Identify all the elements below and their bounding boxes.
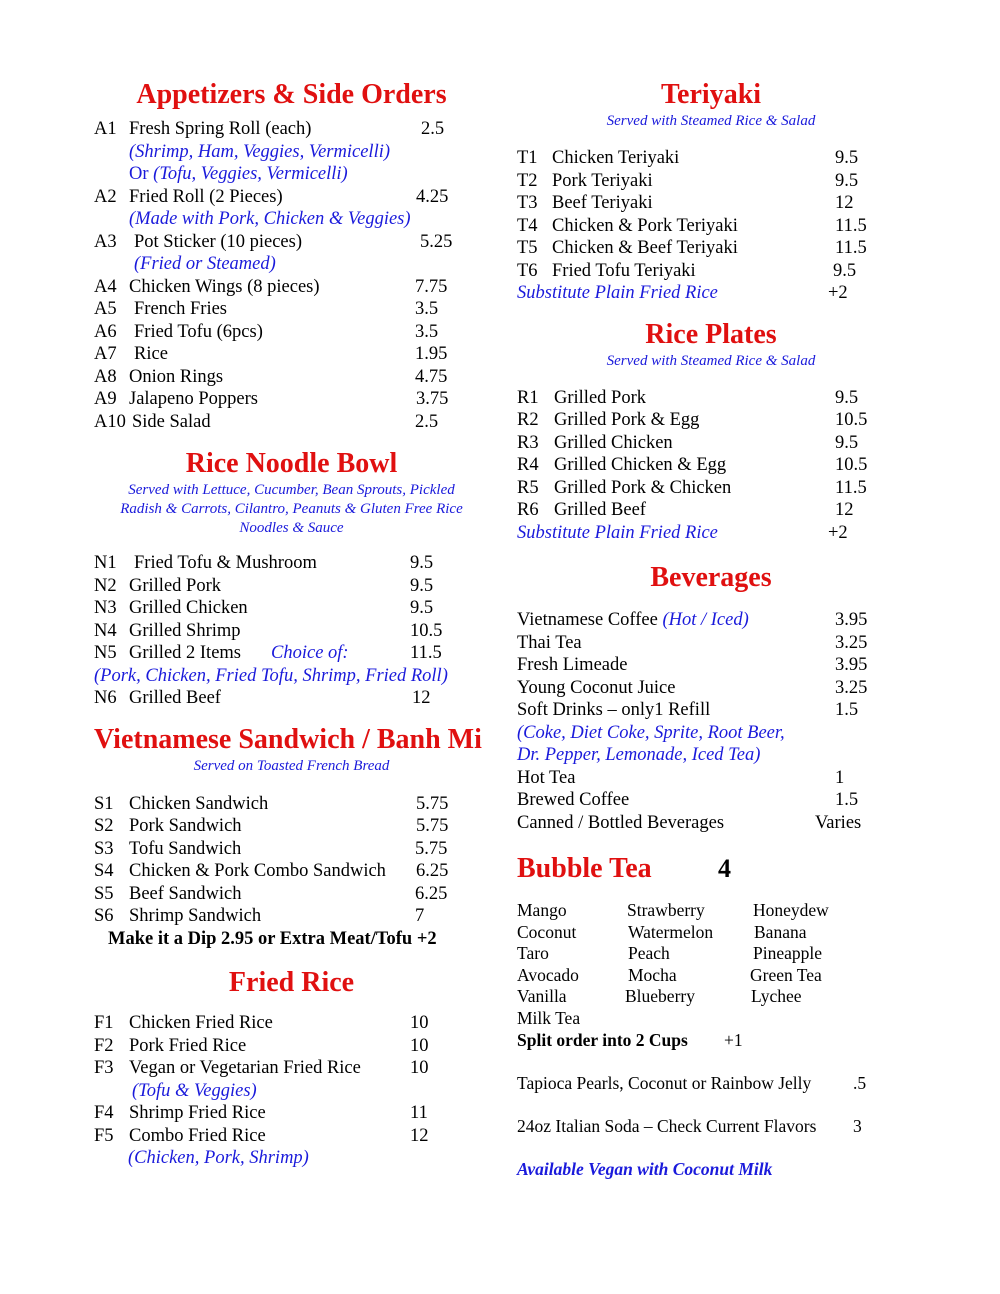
item-code: R1 — [517, 387, 539, 408]
item-price: 3.25 — [835, 677, 868, 698]
item-price: 5.75 — [416, 816, 449, 836]
item-name: Chicken Teriyaki — [552, 148, 680, 168]
item-code: T3 — [517, 193, 538, 213]
item-code: T6 — [517, 260, 538, 281]
menu-item — [94, 597, 489, 620]
flavor: Honeydew — [753, 900, 829, 920]
menu-item — [517, 654, 877, 677]
item-price: 10.5 — [835, 455, 868, 475]
flavor: Milk Tea — [517, 1007, 581, 1028]
item-code: T5 — [517, 238, 538, 258]
menu-item — [94, 118, 489, 141]
item-name: Thai Tea — [517, 632, 582, 653]
note-prefix: Or — [129, 164, 154, 184]
menu-item — [94, 1102, 489, 1125]
menu-item — [517, 499, 877, 522]
item-name: Rice — [134, 344, 168, 364]
item-note — [517, 744, 877, 767]
menu-item — [517, 409, 877, 432]
sandwich-section — [94, 723, 489, 951]
note-text: (Tofu & Veggies) — [132, 1080, 257, 1101]
menu-item — [517, 789, 877, 812]
item-code: N4 — [94, 620, 117, 641]
item-name: Chicken & Pork Teriyaki — [552, 215, 738, 236]
item-note — [94, 141, 489, 164]
item-price: 7.75 — [415, 276, 448, 297]
item-name: Chicken & Beef Teriyaki — [552, 238, 738, 258]
item-name: Chicken Wings (8 pieces) — [129, 276, 320, 297]
left-column — [94, 78, 489, 1170]
item-price: 9.5 — [835, 170, 859, 191]
item-note — [517, 722, 877, 745]
item-price: 4.25 — [416, 186, 449, 207]
item-name: Hot Tea — [517, 767, 576, 788]
item-name: Beef Teriyaki — [552, 193, 653, 213]
menu-item — [517, 215, 877, 238]
item-name: Beef Sandwich — [129, 883, 242, 904]
menu-item — [94, 815, 489, 838]
item-price: 2.5 — [421, 119, 445, 139]
item-code: A6 — [94, 321, 117, 342]
menu-item — [94, 276, 489, 299]
beverages-title: Beverages — [650, 562, 772, 593]
menu-item — [517, 387, 877, 410]
bubble-tea-flavors — [517, 900, 877, 1051]
beverages-section — [517, 561, 877, 834]
flavor-row — [517, 900, 877, 922]
note-text: (Pork, Chicken, Fried Tofu, Shrimp, Fried Roll) — [94, 665, 448, 686]
item-code: A9 — [94, 389, 117, 409]
item-code: F5 — [94, 1125, 114, 1146]
item-code: S5 — [94, 883, 114, 904]
menu-item — [94, 793, 489, 816]
menu-item — [94, 860, 489, 883]
bubble-tea-price: 4 — [718, 854, 731, 883]
rice-plates-section — [517, 318, 877, 545]
menu-item — [517, 677, 877, 700]
italian-soda-row — [517, 1115, 877, 1138]
note-text: (Coke, Diet Coke, Sprite, Root Beer, — [517, 722, 785, 743]
item-code: N3 — [94, 598, 117, 618]
extra-text: Make it a Dip 2.95 or Extra Meat/Tofu +2 — [108, 928, 437, 949]
item-price: 4.75 — [415, 366, 448, 387]
menu-item — [94, 905, 489, 928]
rice-plates-subtitle: Served with Steamed Rice & Salad — [606, 352, 816, 369]
menu-item — [94, 552, 489, 575]
rice-plates-list — [517, 387, 877, 545]
bubble-tea-section — [517, 852, 877, 1181]
teriyaki-title: Teriyaki — [660, 79, 762, 110]
item-price: 5.75 — [415, 838, 448, 859]
menu-item — [517, 609, 877, 632]
flavor-row — [517, 922, 877, 944]
item-name: Fried Tofu Teriyaki — [552, 260, 696, 281]
item-note — [94, 665, 489, 688]
item-name: Jalapeno Poppers — [129, 389, 258, 409]
item-price: 11.5 — [835, 477, 867, 498]
item-name: French Fries — [134, 299, 227, 319]
item-code: F2 — [94, 1035, 114, 1056]
item-name: Grilled Chicken — [554, 432, 673, 453]
choice-label: Choice of: — [271, 643, 349, 663]
item-name: Grilled Chicken & Egg — [554, 455, 727, 475]
item-name: Young Coconut Juice — [517, 677, 676, 698]
item-note: (Hot / Iced) — [662, 610, 749, 630]
substitute-label: Substitute Plain Fried Rice — [517, 283, 718, 303]
item-code: S6 — [94, 906, 114, 926]
item-price: 2.5 — [415, 411, 439, 432]
item-code: R4 — [517, 455, 539, 475]
menu-item — [517, 632, 877, 655]
note-text: (Tofu, Veggies, Vermicelli) — [153, 164, 348, 184]
item-price: 6.25 — [416, 861, 449, 881]
item-price: 1.95 — [415, 344, 448, 364]
menu-item — [517, 192, 877, 215]
item-price: 3.95 — [835, 655, 868, 675]
teriyaki-section — [517, 78, 877, 305]
menu-item — [517, 767, 877, 790]
note-text: (Made with Pork, Chicken & Veggies) — [129, 209, 411, 229]
flavor: Coconut — [517, 921, 577, 942]
menu-item — [94, 575, 489, 598]
menu-item — [94, 1035, 489, 1058]
menu-item — [94, 321, 489, 344]
teriyaki-subtitle: Served with Steamed Rice & Salad — [606, 113, 816, 129]
item-code: S3 — [94, 838, 114, 859]
item-name: Fresh Limeade — [517, 655, 628, 675]
flavor-row — [517, 986, 877, 1008]
note-text: (Chicken, Pork, Shrimp) — [128, 1148, 309, 1168]
item-price: 10 — [410, 1013, 429, 1033]
substitute-price: +2 — [828, 522, 848, 543]
split-label: Split order into 2 Cups — [517, 1029, 688, 1050]
menu-item — [94, 231, 489, 254]
item-name: Grilled Beef — [129, 688, 221, 708]
menu-item — [94, 343, 489, 366]
item-code: A2 — [94, 186, 117, 207]
soda-price: 3 — [853, 1115, 862, 1136]
noodle-bowl-list — [94, 552, 489, 710]
item-price: 12 — [412, 688, 431, 708]
item-price: 3.5 — [415, 321, 439, 342]
item-code: F4 — [94, 1103, 114, 1123]
beverages-list — [517, 609, 877, 834]
item-code: R3 — [517, 432, 539, 453]
item-price: 10.5 — [835, 410, 868, 430]
item-note — [94, 208, 489, 231]
item-code: S1 — [94, 793, 114, 814]
note-text: Dr. Pepper, Lemonade, Iced Tea) — [517, 745, 761, 765]
item-price: 9.5 — [835, 148, 859, 168]
item-price: 9.5 — [833, 260, 857, 281]
item-code: A5 — [94, 299, 117, 319]
item-name: Pork Teriyaki — [552, 170, 653, 191]
item-price: 12 — [835, 500, 854, 520]
item-name: Brewed Coffee — [517, 790, 630, 810]
flavor: Green Tea — [750, 964, 822, 985]
item-note — [94, 163, 489, 186]
item-code: N5 — [94, 643, 117, 663]
sandwich-subtitle: Served on Toasted French Bread — [193, 757, 390, 774]
item-code: N1 — [94, 553, 117, 573]
item-price: 1 — [835, 767, 845, 788]
menu-item — [94, 1012, 489, 1035]
teriyaki-list — [517, 147, 877, 305]
item-name: Shrimp Sandwich — [129, 906, 262, 926]
item-code: A7 — [94, 344, 117, 364]
flavor: Strawberry — [627, 900, 705, 920]
sandwich-list — [94, 793, 489, 951]
item-code: R2 — [517, 410, 539, 430]
item-price: 6.25 — [415, 883, 448, 904]
item-code: S2 — [94, 816, 114, 836]
item-code: A4 — [94, 276, 117, 297]
item-price: 10.5 — [410, 620, 443, 641]
item-name: Fried Roll (2 Pieces) — [129, 186, 283, 207]
fried-rice-title: Fried Rice — [228, 967, 355, 998]
item-price: 11.5 — [835, 215, 867, 236]
bubble-tea-title: Bubble Tea — [517, 853, 652, 884]
fried-rice-list — [94, 1012, 489, 1170]
menu-item — [94, 186, 489, 209]
item-price: Varies — [815, 812, 862, 833]
item-note — [94, 253, 489, 276]
item-name: Fried Tofu & Mushroom — [134, 553, 317, 573]
noodle-bowl-subtitle-2: Radish & Carrots, Cilantro, Peanuts & Gluten Free Rice — [120, 501, 463, 517]
item-name: Vegan or Vegetarian Fried Rice — [129, 1058, 361, 1078]
item-name: Side Salad — [132, 411, 211, 432]
sandwich-extra — [94, 928, 489, 951]
item-price: 9.5 — [410, 598, 434, 618]
item-name: Fresh Spring Roll (each) — [129, 119, 312, 139]
item-price: 3.5 — [415, 299, 439, 319]
item-price: 12 — [835, 193, 854, 213]
rice-plates-title: Rice Plates — [645, 318, 777, 350]
menu-item — [94, 642, 489, 665]
item-code: S4 — [94, 861, 114, 881]
flavor: Lychee — [751, 986, 802, 1007]
appetizers-title: Appetizers & Side Orders — [136, 79, 447, 110]
substitute-row — [517, 282, 877, 305]
item-price: 9.5 — [835, 432, 859, 453]
item-code: R6 — [517, 500, 539, 520]
item-name: Vietnamese Coffee — [517, 610, 663, 630]
item-name: Grilled Shrimp — [129, 620, 241, 641]
menu-item — [94, 388, 489, 411]
note-text: (Shrimp, Ham, Veggies, Vermicelli) — [129, 141, 391, 162]
flavor-row — [517, 1008, 877, 1030]
item-name: Grilled 2 Items — [129, 643, 242, 663]
menu-item — [94, 1057, 489, 1080]
item-price: 5.25 — [420, 231, 453, 252]
item-price: 10 — [410, 1058, 429, 1078]
item-price: 3.95 — [835, 610, 868, 630]
flavor: Avocado — [517, 964, 579, 985]
menu-item — [517, 170, 877, 193]
menu-item — [517, 147, 877, 170]
flavor-row — [517, 965, 877, 987]
toppings-price: .5 — [853, 1073, 867, 1094]
item-price: 9.5 — [835, 387, 859, 408]
flavor: Peach — [628, 943, 670, 964]
menu-item — [517, 454, 877, 477]
flavor: Pineapple — [753, 943, 823, 964]
flavor: Mocha — [628, 964, 677, 985]
menu-item — [517, 260, 877, 283]
menu-item — [94, 298, 489, 321]
item-code: N6 — [94, 688, 117, 708]
menu-item — [517, 237, 877, 260]
item-name: Grilled Pork — [554, 387, 646, 408]
sandwich-title: Vietnamese Sandwich / Banh Mi — [94, 723, 482, 755]
noodle-bowl-subtitle-3: Noodles & Sauce — [239, 520, 344, 536]
item-price: 11.5 — [410, 643, 442, 663]
item-name: Pork Fried Rice — [129, 1035, 247, 1056]
item-name: Pot Sticker (10 pieces) — [134, 231, 302, 252]
item-name: Grilled Pork — [129, 575, 221, 596]
item-name: Grilled Chicken — [129, 598, 248, 618]
item-name: Soft Drinks – only1 Refill — [517, 700, 711, 720]
item-code: A10 — [94, 411, 126, 432]
appetizers-list — [94, 118, 489, 433]
item-name: Chicken Fried Rice — [129, 1013, 273, 1033]
flavor: Mango — [517, 900, 567, 920]
menu-item — [94, 883, 489, 906]
item-name: Tofu Sandwich — [129, 838, 242, 859]
toppings-label: Tapioca Pearls, Coconut or Rainbow Jelly — [517, 1073, 812, 1094]
flavor: Vanilla — [517, 986, 567, 1007]
menu-item — [94, 620, 489, 643]
item-price: 3.25 — [835, 632, 868, 653]
item-name: Chicken Sandwich — [129, 793, 269, 814]
item-name: Combo Fried Rice — [129, 1125, 266, 1146]
item-code: A1 — [94, 119, 117, 139]
appetizers-section — [94, 78, 489, 433]
item-price: 1.5 — [835, 790, 859, 810]
bubble-tea-header — [517, 852, 877, 886]
item-code: R5 — [517, 477, 539, 498]
menu-item — [517, 699, 877, 722]
noodle-bowl-title: Rice Noodle Bowl — [185, 448, 398, 479]
item-price: 9.5 — [410, 575, 434, 596]
menu-item — [517, 477, 877, 500]
vegan-note: Available Vegan with Coconut Milk — [517, 1159, 773, 1180]
menu-item — [517, 432, 877, 455]
item-code: A8 — [94, 366, 117, 387]
item-price: 12 — [410, 1125, 429, 1146]
item-code: F3 — [94, 1058, 114, 1078]
item-name: Grilled Pork & Egg — [554, 410, 700, 430]
flavor: Taro — [517, 943, 549, 964]
item-price: 9.5 — [410, 553, 434, 573]
menu-item — [94, 838, 489, 861]
split-order-row — [517, 1030, 877, 1052]
flavor: Banana — [754, 921, 807, 942]
menu-item — [517, 812, 877, 835]
noodle-bowl-section — [94, 447, 489, 710]
item-code: F1 — [94, 1013, 114, 1033]
item-price: 1.5 — [835, 700, 859, 720]
item-name: Pork Sandwich — [129, 816, 242, 836]
toppings-row — [517, 1072, 877, 1095]
item-name: Fried Tofu (6pcs) — [134, 321, 263, 342]
item-name: Grilled Pork & Chicken — [554, 477, 732, 498]
fried-rice-section — [94, 966, 489, 1170]
item-code: N2 — [94, 575, 117, 596]
item-name: Chicken & Pork Combo Sandwich — [129, 861, 386, 881]
item-code: A3 — [94, 231, 117, 252]
substitute-price: +2 — [828, 283, 848, 303]
item-note — [94, 1080, 489, 1103]
item-price: 5.75 — [416, 793, 449, 814]
item-price: 7 — [415, 906, 425, 926]
item-code: T1 — [517, 148, 538, 168]
flavor: Blueberry — [625, 986, 695, 1007]
item-name: Onion Rings — [129, 366, 224, 387]
item-price: 11.5 — [835, 238, 867, 258]
menu-item — [94, 366, 489, 389]
item-price: 3.75 — [416, 389, 449, 409]
flavor-row — [517, 943, 877, 965]
item-name: Canned / Bottled Beverages — [517, 812, 725, 833]
menu-item — [94, 411, 489, 434]
item-code: T4 — [517, 215, 538, 236]
soda-label: 24oz Italian Soda – Check Current Flavors — [517, 1115, 817, 1136]
substitute-row — [517, 522, 877, 545]
split-price: +1 — [724, 1029, 743, 1050]
menu-item — [94, 687, 489, 710]
item-code: T2 — [517, 170, 538, 191]
noodle-bowl-subtitle-1: Served with Lettuce, Cucumber, Bean Sprouts, Pickled — [128, 482, 455, 498]
menu-item — [94, 1125, 489, 1148]
item-name: Shrimp Fried Rice — [129, 1103, 266, 1123]
item-price: 11 — [410, 1103, 428, 1123]
item-note — [94, 1147, 489, 1170]
item-price: 10 — [410, 1035, 429, 1056]
flavor: Watermelon — [628, 921, 714, 942]
substitute-label: Substitute Plain Fried Rice — [517, 522, 718, 543]
item-name: Grilled Beef — [554, 500, 646, 520]
note-text: (Fried or Steamed) — [134, 254, 276, 274]
right-column — [517, 78, 877, 1181]
